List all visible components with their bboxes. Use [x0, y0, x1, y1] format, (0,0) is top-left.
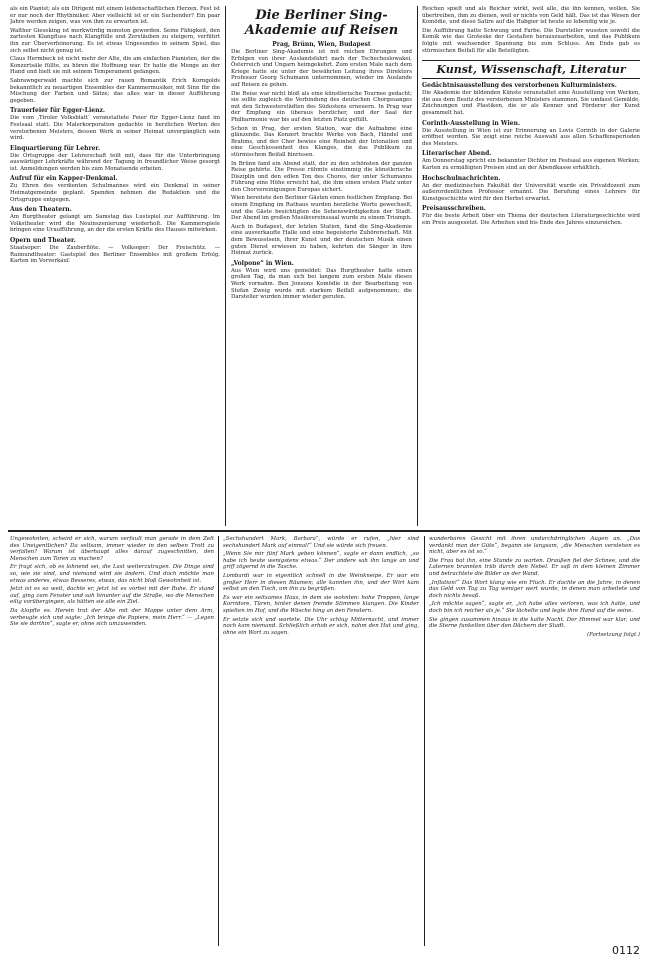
item-title: Gedächtnisausstellung des verstorbenen Kulturministers. — [422, 82, 617, 90]
paragraph: Schon in Prag, der ersten Station, war die Aufnahme eine glänzende. Das Konzert brachte Werke von Bach, Händel und Brahms, und der Chor bewies eine Reinheit der Intonation und eine Geschlossenheit des Klanges, die das Publikum zu stürmischem Beifall hinrissen. — [231, 125, 412, 158]
item-title: „Volpone“ in Wien. — [231, 259, 294, 267]
feuilleton-column-2 — [223, 536, 419, 946]
feuilleton-paragraph: Er fragt sich, ob es lohnend sei, die Last weiterzutragen. Die Dinge sind so, wie sie sind, und niemand wird sie ändern. Und doch möchte man etwas anderes, etwas Besseres, etwas, das nicht bloß Gewohnheit ist. — [10, 564, 214, 584]
feuilleton-column-3 — [429, 536, 640, 946]
news-item — [10, 237, 220, 265]
column-rule — [424, 536, 425, 946]
news-item — [10, 206, 220, 234]
column-rule — [225, 6, 226, 526]
item-text: Die vom ‚Tiroler Volksblatt‘ veranstaltete Feier für Egger-Lienz fand im Festsaal statt. Die Malerkorporation gedachte in herzlichen Worten des verstorbenen Meisters, dessen Werk in seiner Heimat unvergänglich sein wird. — [10, 115, 220, 142]
item-text: Am Burgtheater gelangt am Samstag das Lustspiel zur Aufführung. Im Volkstheater wird die Neuinszenierung wiederholt. Die Kammerspiele bringen eine Uraufführung, an der die ersten Kräfte des Hauses mitwirken. — [10, 214, 220, 234]
paragraph: Walther Gieseking ist merkwürdig monoton geworden. Seine Fähigkeit, den zartesten Klangfluss nach Klangfülle und Zerstäuben zu steigern, verführt ihn zur Überverfeinerung. Es ist etwas Ungesundes in seinem Spiel, das sich selbst nicht genug ist. — [10, 27, 220, 54]
feuilleton-paragraph: Lombardi war in eigentlich schnell in die Weinkneipe. Er war ein großer Herr in diesen Räumen; alle kannten ihn, und der Wirt kam selbst an den Tisch, um ihn zu begrüßen. — [223, 572, 419, 593]
item-title: Literarischer Abend. — [422, 150, 492, 158]
article-headline: Die Berliner Sing-Akademie auf Reisen — [244, 8, 399, 38]
news-item — [10, 107, 220, 141]
news-item — [231, 260, 412, 301]
item-title: Einquartierung für Lehrer. — [10, 144, 101, 152]
feuilleton-paragraph: „Inflation!“ Das Wort klang wie ein Fluch. Er dachte an die Jahre, in denen das Geld von Tag zu Tag weniger wert wurde, in denen man arbeitete und doch nichts besaß. — [429, 579, 640, 599]
news-item — [422, 150, 640, 171]
feuilleton-paragraph: Da klopfte es. Herein trat der Alte mit der Mappe unter dem Arm, verbeugte sich und sagte: „Ich bringe die Papiere, mein Herr.“ — „Legen Sie sie dorthin“, sagte er, ohne sich umzuwenden. — [10, 607, 214, 628]
section-heading: Kunst, Wissenschaft, Literatur — [422, 60, 640, 79]
news-item — [10, 175, 220, 203]
column-music-reviews — [10, 6, 220, 526]
feuilleton-paragraph: Die Frau bat ihn, eine Stunde zu warten. Draußen fiel der Schnee, und die Laternen brannten trüb durch den Nebel. Er saß in dem kleinen Zimmer und betrachtete die Bilder an der Wand. — [429, 557, 640, 577]
paragraph: Auch in Budapest, der letzten Station, fand die Sing-Akademie eine ausverkaufte Halle und eine begeisterte Zuhörerschaft. Mit dem Bewusstsein, ihrer Kunst und der deutschen Musik einen guten Dienst erwiesen zu haben, kehrten die Sänger in ihre Heimat zurück. — [231, 223, 412, 257]
continuation-note: (Fortsetzung folgt.) — [586, 631, 640, 638]
item-title: Aus den Theatern. — [10, 206, 72, 214]
paragraph: In Brünn fand ein Abend statt, der zu den schönsten der ganzen Reise gehörte. Die Presse rühmte einstimmig die künstlerische Disziplin und den edlen Ton des Chores, der unter Schumanns Führung eine Höhe erreicht hat, die ihm einen ersten Platz unter den Chorvereinigungen Europas sichert. — [231, 160, 412, 193]
paragraph: Claus Hermbeck ist nicht mehr der Alte, die am einfachen Pianisten, der die Konzertsäle füllte, zu hören die Hoffnung war. Er hatte die Menge an der Hand und hielt sie mit seinem Temperament gefangen. — [10, 56, 220, 76]
column-rule — [417, 6, 418, 526]
item-text: Die Ortsgruppe der Lehrerschaft teilt mit, dass für die Unterbringung auswärtiger Lehrkräfte während der Tagung in freundlicher Weise gesorgt ist. Anmeldungen werden bis zum Monatsende erbeten. — [10, 152, 220, 172]
feuilleton-paragraph: „Ich möchte sagen“, sagte er, „ich habe alles verloren, was ich hatte, und doch bin ich reicher als je.“ Sie lächelte und legte ihre Hand auf die seine. — [429, 601, 640, 614]
feuilleton-paragraph: Er setzte sich und wartete. Die Uhr schlug Mitternacht, und immer noch kam niemand. Schließlich erhob er sich, nahm den Hut und ging, ohne ein Wort zu sagen. — [223, 616, 419, 636]
paragraph: Sabrawngerwald machte sich zur rauen Romantik Erich Korngolds bekanntlich zu neuartigen Ensembles der Kammermusiker, mit Sinn für die Mischung der Farben und Sätze; das alles war in dieser Aufführung gegeben. — [10, 77, 220, 104]
item-text: Aus Wien wird uns gemeldet: Das Burgtheater hatte einen großen Tag, da man sich bei langem zum ersten Male dieses Werk vornahm. Ben Jonsons Komödie in der Bearbeitung von Stefan Zweig wurde mit starkem Beifall aufgenommen; die Darsteller wurden immer wieder gerufen. — [231, 267, 412, 301]
paragraph: Die Aufführung hatte Schwung und Farbe. Die Darsteller wussten sowohl die Komik wie das Groteske der Gestalten herauszuarbeiten, und das Publikum folgte mit wachsender Spannung bis zum Schluss. Am Ende gab es stürmischen Beifall für alle Beteiligten. — [422, 27, 640, 54]
article-subheadline: Prag, Brünn, Wien, Budapest — [272, 41, 371, 48]
item-title: Trauerfeier für Egger-Lienz. — [10, 107, 105, 115]
feuilleton-column-1 — [10, 536, 214, 946]
feuilleton-paragraph: Ungewohnten, scheint er sich, warum verfault man gerade in dem Zelt des Uneigentlichen? Da seltsam, immer wieder in den selben Trott zu verfallen? Warum ist überhaupt alles darauf zugeschnitten, den Menschen zum Toren zu machen? — [10, 536, 214, 562]
item-title: Corinth-Ausstellung in Wien. — [422, 119, 521, 127]
item-title: Hochschulnachrichten. — [422, 174, 501, 182]
item-title: Opern und Theater. — [10, 237, 76, 245]
news-item — [422, 205, 640, 226]
feuilleton-paragraph: Es war ein seltsames Haus, in dem sie wohnten: hohe Treppen, lange Korridore, Türen, hinter denen fremde Stimmen klangen. Die Kinder spielten im Hof, und die Wäsche hing an den Fenstern. — [223, 594, 419, 614]
feuilleton-paragraph: Sie gingen zusammen hinaus in die kalte Nacht. Der Himmel war klar, und die Sterne funkelten über den Dächern der Stadt. — [429, 616, 640, 630]
column-arts-science — [422, 6, 640, 526]
paragraph: als ein Pianist; als ein Dirigent mit einem leidenschaftlichen Herzen. Fest ist er nur noch der Rhythmiker. Aber vielleicht ist er ein Suchender? Ein paar Jahre werden zeigen, was von ihm zu erwarten ist. — [10, 6, 220, 26]
item-text: Für die beste Arbeit über ein Thema der deutschen Literaturgeschichte wird ein Preis ausgesetzt. Die Arbeiten sind bis Ende des Jahres einzureichen. — [422, 213, 640, 226]
paragraph: Die Reise war nicht bloß als eine künstlerische Tournee gedacht; sie sollte zugleich die Verbindung des deutschen Chorgesanges mit den Schwesterstädten des Südostens erneuern. In Prag war der Empfang ein überaus herzlicher, und der Saal der Philharmonie war bis auf den letzten Platz gefüllt. — [231, 90, 412, 123]
item-text: Zu Ehren des verdienten Schulmannes wird ein Denkmal in seiner Heimatgemeinde geplant. Spenden nehmen die Redaktion und die Ortsgruppe entgegen. — [10, 183, 220, 203]
feuilleton-paragraph: „Sechshundert Mark, Barbara“, würde er rufen, „hier sind sechshundert Mark auf einmal!“ Und sie würde sich freuen. — [223, 536, 419, 549]
news-item — [10, 145, 220, 173]
item-text: Die Akademie der bildenden Künste veranstaltet eine Ausstellung von Werken, die aus dem Besitz des verstorbenen Ministers stammen. Sie umfasst Gemälde, Zeichnungen und Plastiken, die er als Kenner und Förderer der Kunst gesammelt hat. — [422, 90, 640, 116]
paragraph: Die Berliner Sing-Akademie ist mit reichen Ehrungen und Erfolgen von ihrer Auslandsfahrt nach der Tschechoslowakei, Österreich und Ungarn heimgekehrt. Zum ersten Male nach dem Kriege hatte sie unter der bewährten Leitung ihres Direktors Professor Georg Schumann unternommen, wieder im Auslande auf Reisen zu gehen. — [231, 49, 412, 88]
item-title: Preisausschreiben. — [422, 205, 486, 213]
item-text: Die Ausstellung in Wien ist zur Erinnerung an Lovis Corinth in der Galerie eröffnet worden. Sie zeigt eine reiche Auswahl aus allen Schaffensperioden des Meisters. — [422, 127, 640, 147]
feuilleton-paragraph: wunderbaren Gesicht mit ihren undurchdringlichen Augen an. „Das verdankt man der Güte“, begann sie langsam, „die Menschen verstehen es nicht, aber es ist so.“ — [429, 536, 640, 556]
paragraph: Reichen spielt und als Reicher wirkt, weil alle, die ihn kennen, wollen. Sie übertreiben, ihm zu dienen, weil er nichts von Geld hält. Das ist das Wesen der Komödie, und diese Satire auf die Habgier ist heute so lebendig wie je. — [422, 6, 640, 26]
news-item — [422, 120, 640, 148]
paragraph: Wien bereitete den Berliner Gästen einen festlichen Empfang. Bei einem Empfang im Rathaus wurden herzliche Worte gewechselt, und die Gäste besichtigten die Sehenswürdigkeiten der Stadt. Der Abend im großen Musikvereinssaal wurde zu einem Triumph. — [231, 195, 412, 222]
column-sing-akademie — [231, 6, 412, 526]
page-number: 0112 — [612, 944, 640, 957]
news-item — [422, 175, 640, 203]
item-title: Aufruf für ein Kapper-Denkmal. — [10, 175, 118, 183]
feuilleton-separator — [8, 530, 640, 532]
item-text: Am Donnerstag spricht ein bekannter Dichter im Festsaal aus eigenen Werken; Karten zu ermäßigten Preisen sind an der Abendkasse erhältlich. — [422, 158, 640, 171]
feuilleton-paragraph: „Wenn Sie mir fünf Mark geben können“, sagte er dann endlich, „so habe ich heute wenigstens etwas.“ Der andere sah ihn lange an und griff zögernd in die Tasche. — [223, 551, 419, 571]
item-text: An der medizinischen Fakultät der Universität wurde ein Privatdozent zum außerordentlichen Professor ernannt. Die Berufung eines Lehrers für Kunstgeschichte wird für den Herbst erwartet. — [422, 182, 640, 202]
item-text: Staatsoper: Die Zauberflöte. — Volksoper: Der Freischütz. — Raimundtheater: Gastspiel des Berliner Ensembles mit großem Erfolg. Karten im Vorverkauf. — [10, 245, 220, 265]
column-rule — [218, 536, 219, 946]
feuilleton-paragraph: Jetzt ist es so weit, dachte er, jetzt ist es vorbei mit der Ruhe. Er stand auf, ging zum Fenster und sah hinunter auf die Straße, wo die Menschen eilig vorübergingen, als hätten sie alle ein Ziel. — [10, 586, 214, 606]
news-item — [422, 82, 640, 116]
